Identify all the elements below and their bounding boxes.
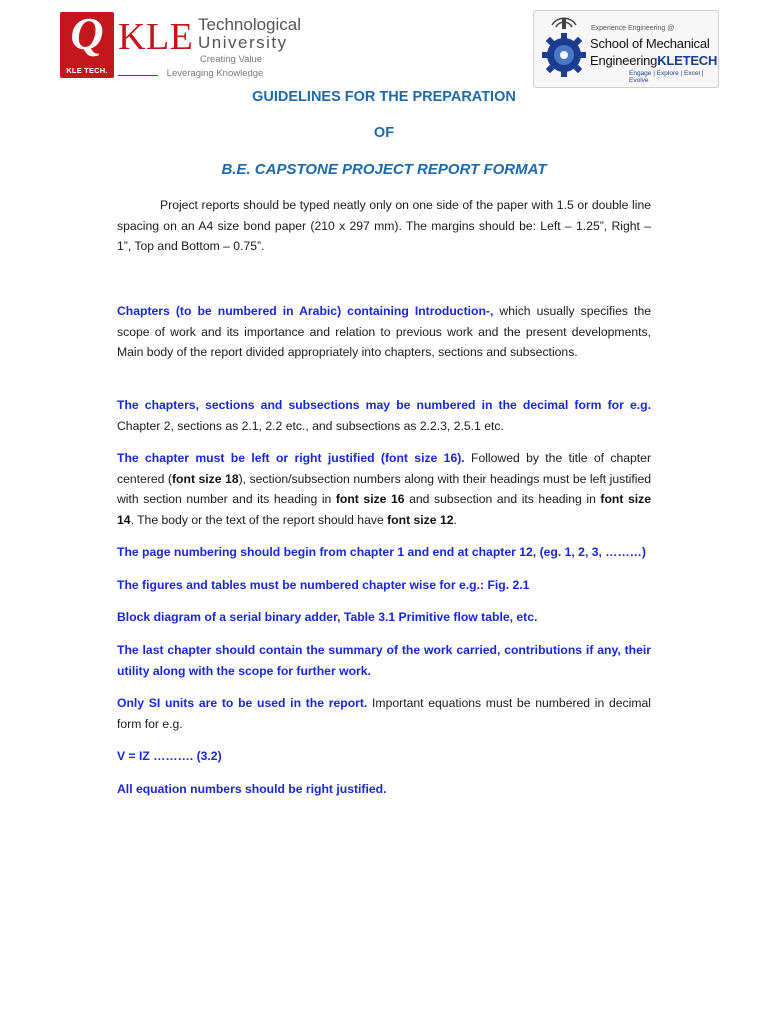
font-size-18: font size 18 — [172, 471, 239, 486]
gear-icon — [538, 17, 590, 83]
paragraph-last-chapter: The last chapter should contain the summary of the work carried, contributions if any, their utility along with the scope for further work. — [117, 643, 651, 678]
chapters-text: which usually specifies the scope of work and its importance and relation to previous work and the present developments, Main body of the report divided appropriately into chapters, sections and subsections. — [117, 304, 652, 360]
numbering-emphasis: The chapters, sections and subsections may be numbered in the decimal form for e.g. — [117, 398, 651, 412]
school-of-mechanical-logo — [533, 10, 719, 88]
logo-engineering-line — [590, 53, 717, 68]
justification-text-e: . The body or the text of the report should have — [130, 513, 388, 528]
numbering-text: Chapter 2, sections as 2.1, 2.2 etc., and subsections as 2.2.3, 2.5.1 etc. — [117, 418, 504, 433]
logo-engineering-prefix: Engineering — [590, 53, 658, 68]
kle-wordmark: KLE — [118, 16, 194, 58]
logo-line-university: University — [198, 33, 288, 52]
q-logo-glyph: Q — [70, 8, 104, 59]
emblem-caption: KLE TECH. — [66, 66, 108, 75]
font-size-12: font size 12 — [387, 513, 454, 528]
kle-q-emblem — [60, 8, 114, 78]
logo-motto-line: Engage | Explore | Excel | Evolve — [629, 70, 704, 84]
logo-kletech-suffix: KLETECH — [657, 53, 718, 68]
logo-tagline-2: Leveraging Knowledge — [166, 68, 264, 79]
paragraph-justification — [117, 448, 651, 531]
logo-line-technological: Technological — [198, 15, 302, 34]
justification-emphasis: The chapter must be left or right justified (font size 16). — [117, 451, 465, 465]
paragraph-equation-example: V = IZ ………. (3.2) — [117, 749, 222, 763]
justification-text-c: ), section/subsection numbers along with their headings must be left justified with section number and its heading in — [117, 471, 651, 507]
logo-tagline-1: Creating Value — [199, 54, 263, 65]
justification-text-a: Followed by the title of chapter centered ( — [117, 451, 651, 486]
justification-text-f: . — [453, 513, 457, 528]
paragraph-chapters — [117, 301, 651, 363]
heading-of: OF — [373, 125, 395, 141]
font-size-14: font size 14 — [117, 492, 651, 528]
paragraph-typing-instructions: Project reports should be typed neatly only on one side of the paper with 1.5 or double line spacing on an A4 size bond paper (210 x 297 mm). The margins should be: Left – 1.25”, Right – 1”, Top and Bottom – 0.75”. — [117, 198, 651, 254]
paragraph-si-units — [117, 693, 651, 734]
si-units-text: Important equations must be numbered in decimal form for e.g. — [117, 696, 651, 731]
logo-school-line: School of Mechanical — [590, 36, 710, 51]
paragraph-numbering — [117, 395, 651, 436]
logo-rule — [118, 75, 158, 76]
paragraph-page-numbering: The page numbering should begin from chapter 1 and end at chapter 12, (eg. 1, 2, 3, ………) — [117, 545, 646, 559]
logo-experience-line: Experience Engineering @ — [591, 25, 675, 32]
chapters-emphasis: Chapters (to be numbered in Arabic) containing Introduction-, — [117, 304, 494, 318]
justification-text-d: and subsection and its heading in — [404, 492, 601, 507]
heading-guidelines: GUIDELINES FOR THE PREPARATION — [252, 89, 516, 105]
heading-report-format: B.E. CAPSTONE PROJECT REPORT FORMAT — [221, 161, 547, 178]
paragraph-figures-tables: The figures and tables must be numbered chapter wise for e.g.: Fig. 2.1 — [117, 578, 530, 592]
si-units-emphasis: Only SI units are to be used in the report. — [117, 696, 368, 710]
paragraph-equation-justification: All equation numbers should be right justified. — [117, 782, 387, 796]
paragraph-block-diagram: Block diagram of a serial binary adder, Table 3.1 Primitive flow table, etc. — [117, 610, 538, 624]
kle-tech-logo — [60, 8, 302, 82]
font-size-16: font size 16 — [335, 492, 405, 507]
